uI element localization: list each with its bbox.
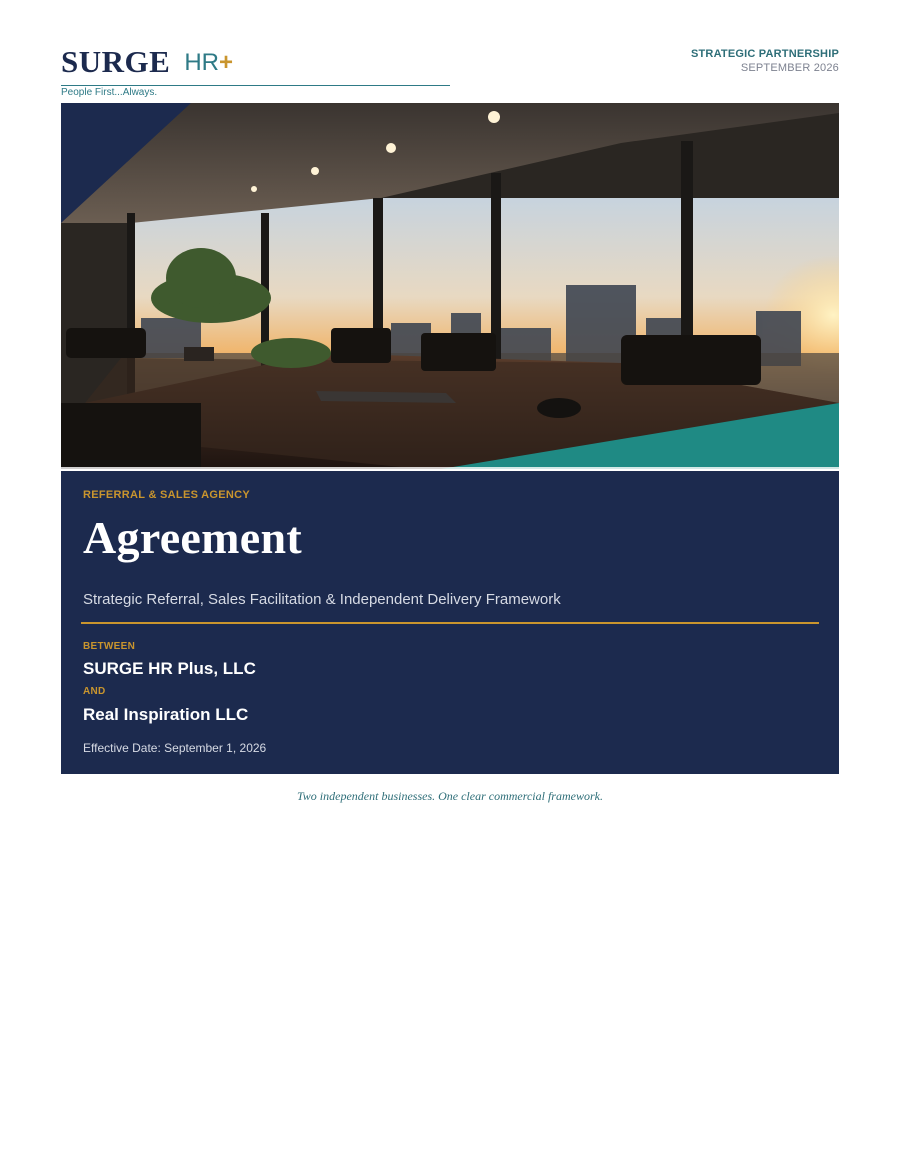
and-label: AND: [83, 686, 106, 697]
party-two-name: Real Inspiration LLC: [83, 705, 249, 724]
gold-divider: [81, 622, 819, 624]
brand-name: SURGE: [61, 44, 171, 79]
document-subtitle: Strategic Referral, Sales Facilitation & Independent Delivery Framework: [83, 591, 561, 608]
boardroom-photo: [61, 103, 839, 469]
closing-tagline: Two independent businesses. One clear commercial framework.: [297, 789, 603, 803]
brand-logo: [61, 44, 451, 80]
document-type-label: REFERRAL & SALES AGENCY: [83, 489, 251, 501]
party-one-name: SURGE HR Plus, LLC: [83, 659, 256, 678]
logo-underline: [61, 85, 450, 86]
title-panel: [61, 471, 839, 774]
effective-date: Effective Date: September 1, 2026: [83, 741, 267, 755]
brand-plus-icon: +: [218, 49, 233, 76]
brand-suffix: HR: [184, 49, 219, 76]
header-date: SEPTEMBER 2026: [740, 62, 839, 74]
between-label: BETWEEN: [83, 641, 136, 652]
header-label: STRATEGIC PARTNERSHIP: [690, 48, 839, 60]
brand-tagline: People First...Always.: [61, 87, 158, 98]
header-meta: [691, 48, 839, 74]
document-title: Agreement: [83, 512, 302, 563]
